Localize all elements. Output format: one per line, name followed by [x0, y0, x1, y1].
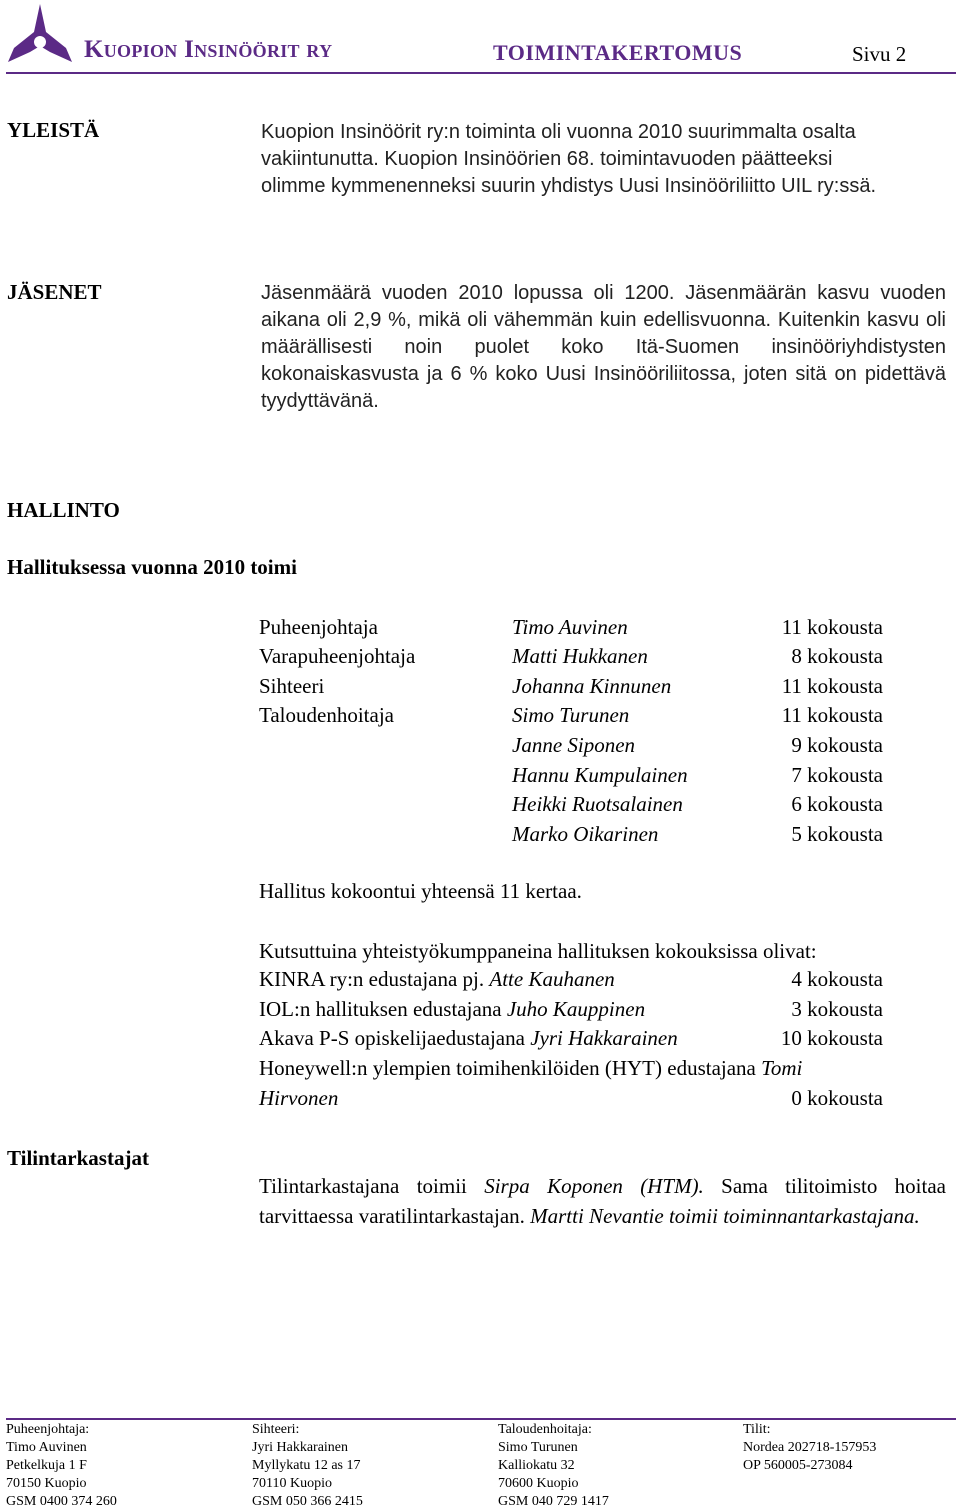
- organization-name: Kuopion Insinöörit ry: [84, 36, 333, 63]
- auditors-text: Sama tilitoimisto hoitaa tarvittaessa varatilintarkastajan.: [259, 1174, 946, 1228]
- footer-line: Myllykatu 12 as 17: [252, 1458, 361, 1473]
- board-member-row: [259, 733, 889, 763]
- auditors-text: Tilintarkastajana toimii: [259, 1174, 485, 1198]
- yleista-paragraph: [261, 119, 951, 200]
- auditor-name: Sirpa Koponen (HTM).: [484, 1174, 704, 1198]
- footer-contact-chair: [6, 1421, 117, 1511]
- meeting-count: 8 kokousta: [791, 644, 883, 668]
- yleista-line: Kuopion Insinöörit ry:n toiminta oli vuonna 2010 suurimmalta osalta: [261, 121, 856, 143]
- meeting-count: 4 kokousta: [791, 967, 883, 991]
- invited-partner-name: Jyri Hakkarainen: [530, 1026, 678, 1050]
- board-member-name: Matti Hukkanen: [512, 644, 648, 668]
- meeting-count: 11 kokousta: [781, 674, 883, 698]
- board-member-name: Janne Siponen: [512, 733, 636, 757]
- invited-partner-row: [259, 967, 889, 992]
- meeting-count: 0 kokousta: [791, 1086, 883, 1110]
- board-member-name: Johanna Kinnunen: [512, 674, 672, 698]
- invited-partner-role: Honeywell:n ylempien toimihenkilöiden (HYT) edustajana: [259, 1056, 762, 1080]
- board-member-name: Heikki Ruotsalainen: [512, 792, 683, 816]
- yleista-line: olimme kymmenenneksi suurin yhdistys Uusi Insinööriliitto UIL ry:ssä.: [261, 175, 877, 197]
- board-subheading: Hallituksessa vuonna 2010 toimi: [7, 555, 297, 579]
- footer-line: Nordea 202718-157953: [743, 1440, 877, 1455]
- invited-partner-row: [259, 1086, 889, 1111]
- meeting-count: 10 kokousta: [780, 1026, 883, 1050]
- footer-line: Tilit:: [743, 1422, 771, 1437]
- board-role: Taloudenhoitaja: [259, 703, 394, 727]
- footer-line: Simo Turunen: [498, 1440, 578, 1455]
- meeting-count: 5 kokousta: [791, 822, 883, 846]
- footer-divider: [6, 1418, 956, 1420]
- footer-line: 70110 Kuopio: [252, 1476, 332, 1491]
- invited-partner-row: [259, 1026, 889, 1051]
- meeting-count: 3 kokousta: [791, 997, 883, 1021]
- board-member-name: Simo Turunen: [512, 703, 630, 727]
- board-member-row: [259, 792, 889, 822]
- organization-logo-icon: [6, 2, 74, 64]
- invited-partner-name: Juho Kauppinen: [506, 997, 646, 1021]
- meeting-count: 9 kokousta: [791, 733, 883, 757]
- invited-partner-name: Atte Kauhanen: [489, 967, 615, 991]
- board-role: Varapuheenjohtaja: [259, 644, 416, 668]
- footer-line: OP 560005-273084: [743, 1458, 853, 1473]
- board-role: Puheenjohtaja: [259, 615, 378, 639]
- board-member-row: [259, 674, 889, 704]
- invited-partner-role: IOL:n hallituksen edustajana: [259, 997, 507, 1021]
- meeting-count: 6 kokousta: [791, 792, 883, 816]
- board-total-meetings: Hallitus kokoontui yhteensä 11 kertaa.: [259, 879, 582, 903]
- footer-line: Petkelkuja 1 F: [6, 1458, 87, 1473]
- section-heading-jasenet: JÄSENET: [7, 280, 102, 304]
- footer-line: 70150 Kuopio: [6, 1476, 87, 1491]
- page-number: Sivu 2: [852, 42, 907, 66]
- footer-line: GSM 050 366 2415: [252, 1494, 363, 1509]
- board-member-row: [259, 644, 889, 674]
- board-member-name: Marko Oikarinen: [512, 822, 659, 846]
- invited-partner-name: Tomi: [761, 1056, 803, 1080]
- footer-line: Timo Auvinen: [6, 1440, 87, 1455]
- section-heading-tilintarkastajat: Tilintarkastajat: [7, 1146, 149, 1170]
- footer-line: GSM 0400 374 260: [6, 1494, 117, 1509]
- yleista-line: vakiintunutta. Kuopion Insinöörien 68. toimintavuoden päätteeksi: [261, 148, 833, 170]
- invited-partner-name: Hirvonen: [259, 1086, 339, 1110]
- board-member-row: [259, 763, 889, 793]
- invited-partner-role: Akava P-S opiskelijaedustajana: [259, 1026, 531, 1050]
- board-member-row: [259, 703, 889, 733]
- footer-line: GSM 040 729 1417: [498, 1494, 609, 1509]
- footer-line: 70600 Kuopio: [498, 1476, 579, 1491]
- jasenet-paragraph: Jäsenmäärä vuoden 2010 lopussa oli 1200. Jäsenmäärän kasvu vuoden aikana oli 2,9 %, mikä oli vähemmän kuin edellisvuonna. Kuitenkin kasvu oli määrällisesti noin puolet koko Itä-Suomen insinööriyhdistysten kokonaiskasvusta ja 6 % koko Uusi Insinööriliitossa, joten sitä on pidettävä tyydyttävänä.: [261, 282, 946, 412]
- invited-partner-row: [259, 1056, 889, 1081]
- footer-line: Taloudenhoitaja:: [498, 1422, 592, 1437]
- report-title: TOIMINTAKERTOMUS: [493, 40, 743, 65]
- footer-line: Kalliokatu 32: [498, 1458, 575, 1473]
- invited-partner-role: KINRA ry:n edustajana pj.: [259, 967, 490, 991]
- meeting-count: 11 kokousta: [781, 615, 883, 639]
- meeting-count: 7 kokousta: [791, 763, 883, 787]
- section-heading-yleista: YLEISTÄ: [7, 118, 100, 142]
- footer-line: Puheenjohtaja:: [6, 1422, 90, 1437]
- board-role: Sihteeri: [259, 674, 325, 698]
- header-divider: [6, 72, 956, 74]
- operations-auditor: Martti Nevantie toimii toiminnantarkastajana.: [530, 1203, 920, 1228]
- board-member-name: Hannu Kumpulainen: [512, 763, 688, 787]
- board-member-row: [259, 822, 889, 852]
- meeting-count: 11 kokousta: [781, 703, 883, 727]
- board-member-name: Timo Auvinen: [512, 615, 628, 639]
- auditors-paragraph: [259, 1172, 946, 1231]
- board-member-row: [259, 615, 889, 645]
- footer-line: Jyri Hakkarainen: [252, 1440, 349, 1455]
- footer-contact-secretary: [252, 1421, 363, 1511]
- footer-bank-accounts: [743, 1421, 876, 1475]
- invited-partner-row: [259, 997, 889, 1022]
- section-heading-hallinto: HALLINTO: [7, 498, 120, 522]
- footer-contact-treasurer: [498, 1421, 609, 1511]
- invited-intro: Kutsuttuina yhteistyökumppaneina hallituksen kokouksissa olivat:: [259, 939, 817, 963]
- footer-line: Sihteeri:: [252, 1422, 300, 1437]
